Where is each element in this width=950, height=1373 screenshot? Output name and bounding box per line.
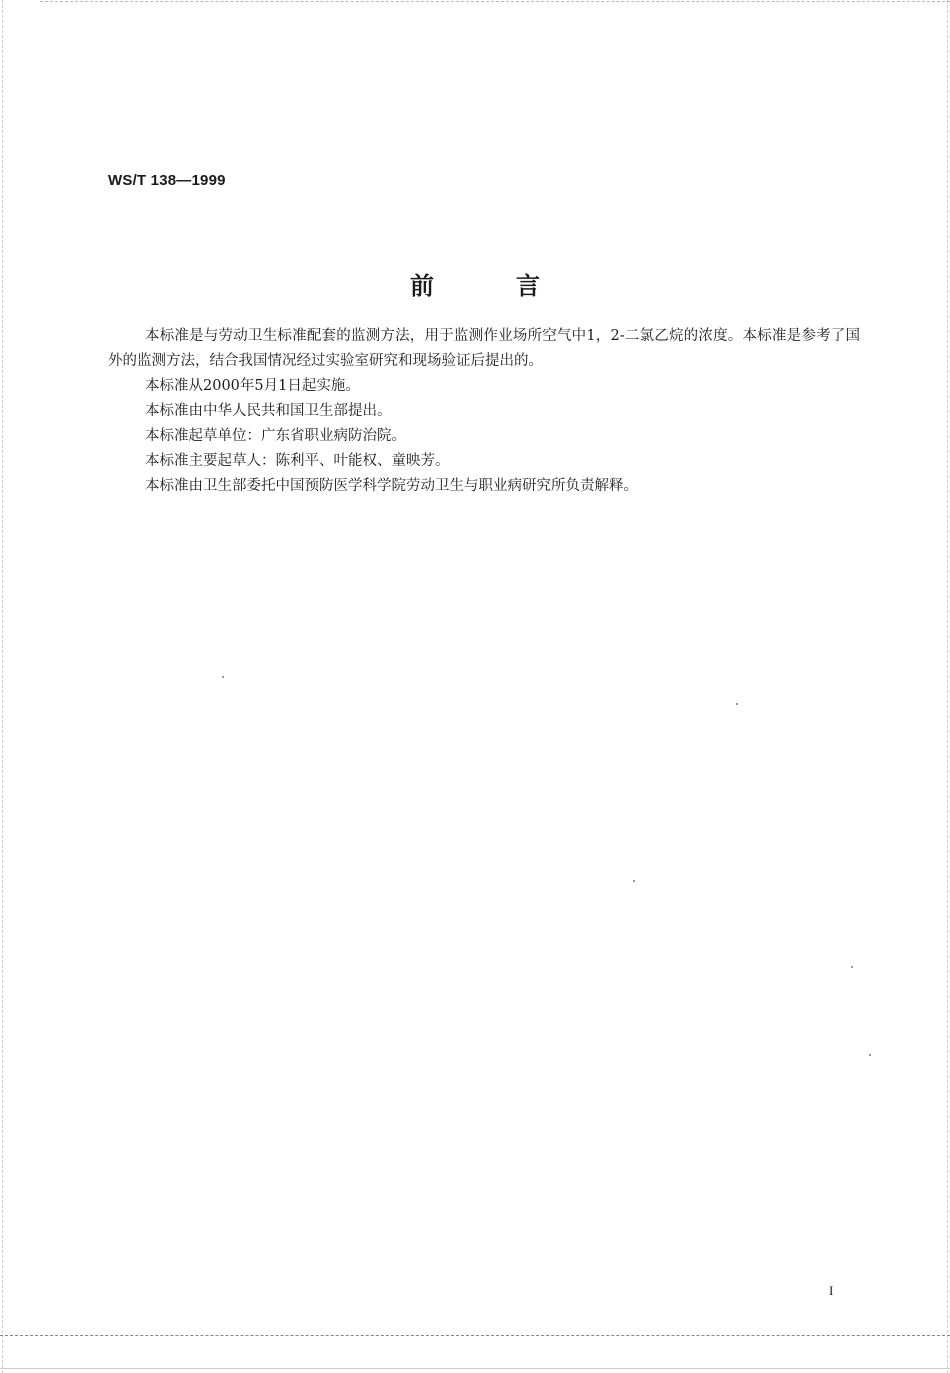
scan-edge-bottom [0, 1335, 950, 1336]
paragraph-drafting-unit: 本标准起草单位：广东省职业病防治院。 [145, 428, 406, 444]
page-title: 前言 [410, 272, 622, 300]
scan-edge-right [947, 0, 948, 1373]
scan-speck [851, 966, 853, 968]
paragraph-purpose: 本标准是与劳动卫生标准配套的监测方法，用于监测作业场所空气中1，2-二氯乙烷的浓度。本标准是参考了国外的监测方法，结合我国情况经过实验室研究和现场验证后提出的。 [108, 328, 860, 369]
standard-code: WS/T 138—1999 [108, 172, 226, 189]
scan-edge-top [40, 1, 950, 2]
scan-edge-bottom-line [0, 1368, 950, 1369]
scan-speck [633, 880, 635, 882]
foreword-body [108, 324, 860, 499]
paragraph-effective-date: 本标准从2000年5月1日起实施。 [145, 378, 360, 394]
scan-edge-left [2, 0, 3, 1373]
paragraph-drafters: 本标准主要起草人：陈利平、叶能权、童映芳。 [145, 453, 450, 469]
paragraph-proposer: 本标准由中华人民共和国卫生部提出。 [145, 403, 392, 419]
paragraph-interpretation: 本标准由卫生部委托中国预防医学科学院劳动卫生与职业病研究所负责解释。 [145, 478, 638, 494]
scan-speck [222, 676, 224, 678]
page-number: I [829, 1283, 834, 1298]
scan-speck [736, 703, 738, 705]
scan-speck [869, 1054, 871, 1056]
